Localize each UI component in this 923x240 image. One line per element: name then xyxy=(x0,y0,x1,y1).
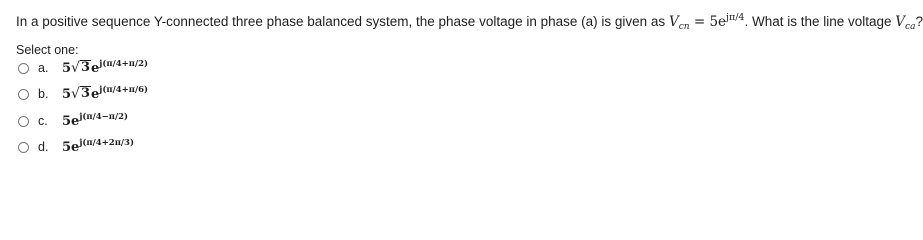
option-c-expression: $5e^{j(\pi/4-\pi/2)}$ xyxy=(62,111,129,129)
option-d-expression: $5e^{j(\pi/4+2\pi/3)}$ xyxy=(62,137,134,155)
vcn-symbol: $V_{cn}$ xyxy=(668,14,690,32)
equals-sign: = xyxy=(689,14,710,30)
question-suffix: ? xyxy=(915,14,923,29)
option-a-expression: 5 √ 3 $e^{j(\pi/4+\pi/2)}$ xyxy=(62,59,149,76)
vcn-value: $5e^{j\pi/4}$ xyxy=(709,12,745,30)
option-c-radio[interactable] xyxy=(18,116,29,127)
option-a-radio[interactable] xyxy=(18,63,29,74)
option-b-expression: 5 √ 3 $e^{j(\pi/4+\pi/6)}$ xyxy=(62,85,149,102)
option-d[interactable] xyxy=(18,136,134,158)
option-a[interactable] xyxy=(18,57,148,79)
option-c[interactable] xyxy=(18,110,128,132)
option-a-letter: a. xyxy=(38,61,49,75)
option-b-radio[interactable] xyxy=(18,89,29,100)
vca-symbol: $V_{ca}$ xyxy=(895,14,916,32)
option-b[interactable] xyxy=(18,83,148,105)
option-d-radio[interactable] xyxy=(18,142,29,153)
select-one-label: Select one: xyxy=(16,43,79,57)
option-c-letter: c. xyxy=(38,114,48,128)
question-prefix: In a positive sequence Y-connected three phase balanced system, the phase voltage in phase (a) is given as xyxy=(16,14,669,29)
question-text xyxy=(16,12,923,32)
option-d-letter: d. xyxy=(38,140,49,154)
option-b-letter: b. xyxy=(38,87,49,101)
question-middle: . What is the line voltage xyxy=(744,14,896,29)
